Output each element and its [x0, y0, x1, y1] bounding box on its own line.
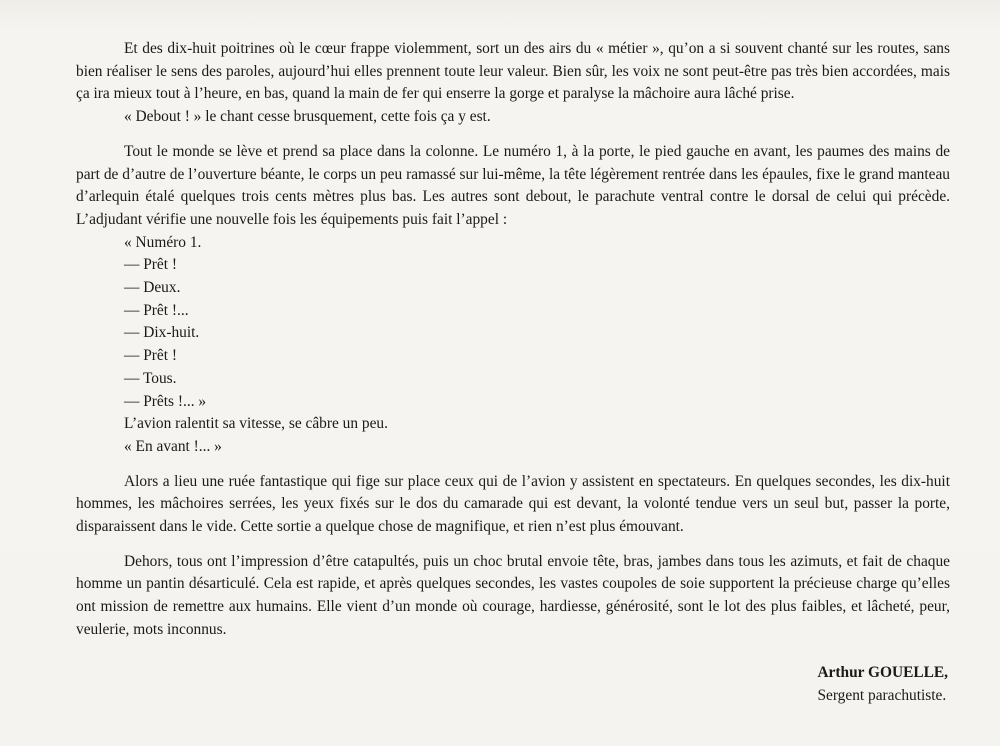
paragraph-gap — [76, 539, 950, 551]
author-title: Sergent parachutiste. — [817, 686, 947, 704]
dialogue-line: — Tous. — [124, 369, 177, 387]
dialogue-line: — Deux. — [124, 279, 181, 297]
paragraph-gap — [76, 129, 950, 141]
dialogue-line: — Prêt ! — [124, 256, 178, 274]
article-body — [76, 38, 950, 642]
dialogue-line: — Prêts !... » — [124, 392, 207, 410]
line-debout: « Debout ! » le chant cesse brusquement, cette fois ça y est. — [124, 108, 491, 126]
dialogue-line: — Dix-huit. — [124, 324, 200, 342]
dialogue-line: — Prêt ! — [124, 347, 178, 365]
paragraph-3: Alors a lieu une ruée fantastique qui fige sur place ceux qui de l’avion y assistent en spectateurs. En quelques secondes, les dix-huit hommes, les mâchoires serrées, les yeux fixés sur le dos du camarade qui est devant, la volonté tendue vers un seul but, passer la porte, disparaissent dans le vide. Cette sortie a quelque chose de magnifique, et rien n’est plus émouvant. — [76, 472, 950, 536]
signature-block — [817, 662, 948, 707]
paragraph-1: Et des dix-huit poitrines où le cœur frappe violemment, sort un des airs du « métier », qu’on a si souvent chanté sur les routes, sans bien réaliser le sens des paroles, aujourd’hui elles prennent toute leur valeur. Bien sûr, les voix ne sont peut-être pas très bien accordées, mais ça ira mieux tout à l’heure, en bas, quand la main de fer qui enserre la gorge et paralyse la mâchoire aura lâché prise. — [76, 40, 950, 103]
dialogue-line: « Numéro 1. — [124, 233, 202, 251]
paragraph-2: Tout le monde se lève et prend sa place dans la colonne. Le numéro 1, à la porte, le pied gauche en avant, les paumes des mains de part de d’autre de l’ouverture béante, le corps un peu ramassé sur lui-même, la tête légèrement rentrée dans les épaules, fixe le grand manteau d’arlequin étalé quelques trois cents mètres plus bas. Les autres sont debout, le parachute ventral contre le dorsal de celui qui précède. L’adjudant vérifie une nouvelle fois les équipements puis fait l’appel : — [76, 142, 950, 228]
narration-line: L’avion ralentit sa vitesse, se câbre un peu. — [124, 415, 388, 433]
paragraph-4: Dehors, tous ont l’impression d’être catapultés, puis un choc brutal envoie tête, bras, jambes dans tous les azimuts, et fait de chaque homme un pantin désarticulé. Cela est rapide, et après quelques secondes, les vastes coupoles de soie supportent la précieuse charge qu’elles ont mission de remettre aux humains. Elle vient d’un monde où courage, hardiesse, générosité, sont le lot des plus faibles, et lâcheté, peur, veulerie, mots inconnus. — [76, 552, 950, 638]
dialogue-line: — Prêt !... — [124, 301, 189, 319]
dialogue-line: « En avant !... » — [124, 437, 222, 455]
paragraph-gap — [76, 459, 950, 471]
author-name: Arthur GOUELLE, — [817, 664, 948, 681]
